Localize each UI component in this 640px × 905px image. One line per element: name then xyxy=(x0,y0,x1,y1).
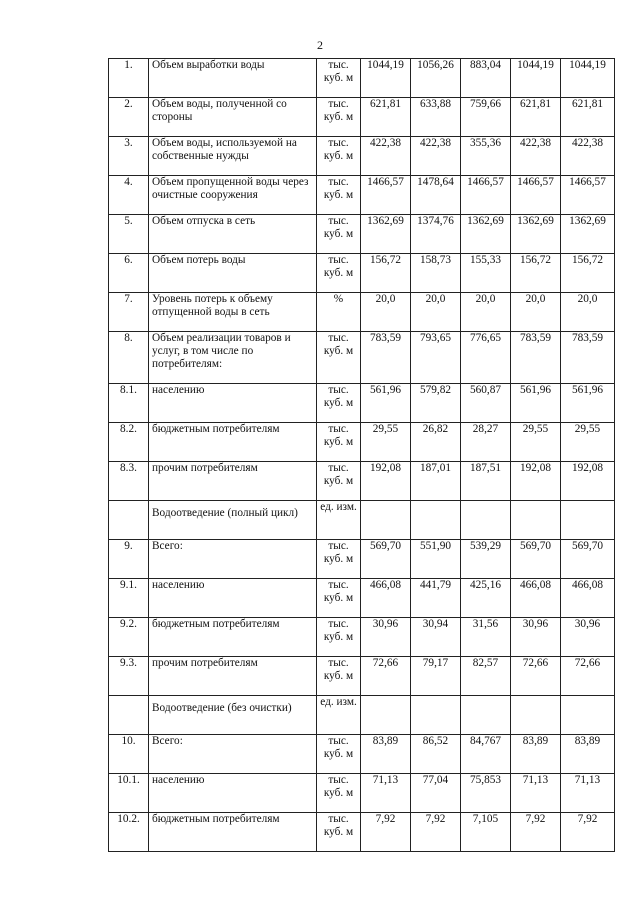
row-unit: тыс. куб. м xyxy=(317,215,361,254)
row-value: 29,55 xyxy=(511,423,561,462)
row-value: 77,04 xyxy=(411,774,461,813)
row-value xyxy=(411,501,461,540)
row-name: Объем отпуска в сеть xyxy=(149,215,317,254)
row-value: 72,66 xyxy=(511,657,561,696)
row-value: 72,66 xyxy=(361,657,411,696)
row-value: 30,96 xyxy=(361,618,411,657)
row-value: 20,0 xyxy=(461,293,511,332)
row-value: 1362,69 xyxy=(511,215,561,254)
row-value xyxy=(511,696,561,735)
row-value: 30,94 xyxy=(411,618,461,657)
row-value: 569,70 xyxy=(361,540,411,579)
row-value: 1478,64 xyxy=(411,176,461,215)
row-number: 10.1. xyxy=(109,774,149,813)
row-value: 1466,57 xyxy=(511,176,561,215)
row-name: Объем воды, используемой на собственные нужды xyxy=(149,137,317,176)
row-unit: ед. изм. xyxy=(317,696,361,735)
row-value: 187,51 xyxy=(461,462,511,501)
row-value: 422,38 xyxy=(561,137,615,176)
row-number: 2. xyxy=(109,98,149,137)
row-name: бюджетным потребителям xyxy=(149,618,317,657)
row-value: 71,13 xyxy=(511,774,561,813)
row-value: 793,65 xyxy=(411,332,461,384)
row-value: 20,0 xyxy=(361,293,411,332)
row-value: 192,08 xyxy=(361,462,411,501)
row-unit: % xyxy=(317,293,361,332)
row-value: 466,08 xyxy=(561,579,615,618)
row-unit: тыс. куб. м xyxy=(317,735,361,774)
row-value: 621,81 xyxy=(561,98,615,137)
row-value xyxy=(561,696,615,735)
row-value: 1044,19 xyxy=(511,59,561,98)
row-number: 9.1. xyxy=(109,579,149,618)
table-row xyxy=(109,657,615,696)
row-value: 783,59 xyxy=(511,332,561,384)
row-value: 29,55 xyxy=(561,423,615,462)
row-number xyxy=(109,696,149,735)
row-value: 1056,26 xyxy=(411,59,461,98)
row-value: 7,92 xyxy=(511,813,561,852)
row-value: 72,66 xyxy=(561,657,615,696)
row-value: 20,0 xyxy=(511,293,561,332)
row-value: 621,81 xyxy=(511,98,561,137)
table-row xyxy=(109,618,615,657)
table-row xyxy=(109,176,615,215)
row-value xyxy=(561,501,615,540)
row-value: 783,59 xyxy=(361,332,411,384)
row-unit: тыс. куб. м xyxy=(317,579,361,618)
row-value: 422,38 xyxy=(361,137,411,176)
row-value: 20,0 xyxy=(561,293,615,332)
table-row xyxy=(109,423,615,462)
row-value xyxy=(461,501,511,540)
row-value: 551,90 xyxy=(411,540,461,579)
row-value: 466,08 xyxy=(511,579,561,618)
table-row xyxy=(109,293,615,332)
row-unit: тыс. куб. м xyxy=(317,774,361,813)
row-unit: тыс. куб. м xyxy=(317,384,361,423)
row-unit: тыс. куб. м xyxy=(317,332,361,384)
row-name: Всего: xyxy=(149,735,317,774)
row-value: 83,89 xyxy=(511,735,561,774)
row-value: 569,70 xyxy=(561,540,615,579)
row-value: 7,105 xyxy=(461,813,511,852)
row-number: 9.3. xyxy=(109,657,149,696)
row-unit: тыс. куб. м xyxy=(317,176,361,215)
row-name: Объем потерь воды xyxy=(149,254,317,293)
row-name: населению xyxy=(149,579,317,618)
row-name: Объем воды, полученной со стороны xyxy=(149,98,317,137)
row-value: 569,70 xyxy=(511,540,561,579)
row-unit: тыс. куб. м xyxy=(317,59,361,98)
table-row xyxy=(109,579,615,618)
row-value: 1362,69 xyxy=(561,215,615,254)
row-value: 156,72 xyxy=(561,254,615,293)
row-number: 8.1. xyxy=(109,384,149,423)
row-value: 187,01 xyxy=(411,462,461,501)
row-value: 20,0 xyxy=(411,293,461,332)
table-row xyxy=(109,774,615,813)
table-row xyxy=(109,98,615,137)
row-unit: тыс. куб. м xyxy=(317,254,361,293)
row-value: 156,72 xyxy=(511,254,561,293)
table-row xyxy=(109,254,615,293)
row-value: 83,89 xyxy=(361,735,411,774)
row-number: 7. xyxy=(109,293,149,332)
row-unit: тыс. куб. м xyxy=(317,540,361,579)
row-name: Объем выработки воды xyxy=(149,59,317,98)
row-value xyxy=(361,696,411,735)
row-number: 10. xyxy=(109,735,149,774)
row-value: 1044,19 xyxy=(561,59,615,98)
row-number: 5. xyxy=(109,215,149,254)
table-row xyxy=(109,735,615,774)
row-value: 1466,57 xyxy=(361,176,411,215)
row-unit: тыс. куб. м xyxy=(317,462,361,501)
row-value: 156,72 xyxy=(361,254,411,293)
row-value: 79,17 xyxy=(411,657,461,696)
table-body xyxy=(109,59,615,852)
row-value xyxy=(411,696,461,735)
row-value: 1466,57 xyxy=(461,176,511,215)
row-value xyxy=(361,501,411,540)
row-name: населению xyxy=(149,774,317,813)
row-unit: тыс. куб. м xyxy=(317,137,361,176)
row-name: Уровень потерь к объему отпущенной воды в сеть xyxy=(149,293,317,332)
row-value: 71,13 xyxy=(361,774,411,813)
row-number: 9.2. xyxy=(109,618,149,657)
row-value xyxy=(511,501,561,540)
row-value: 1362,69 xyxy=(361,215,411,254)
row-value: 1466,57 xyxy=(561,176,615,215)
row-value: 539,29 xyxy=(461,540,511,579)
row-value: 29,55 xyxy=(361,423,411,462)
row-value: 31,56 xyxy=(461,618,511,657)
row-value: 84,767 xyxy=(461,735,511,774)
row-value: 633,88 xyxy=(411,98,461,137)
row-value: 759,66 xyxy=(461,98,511,137)
row-value: 83,89 xyxy=(561,735,615,774)
row-value: 192,08 xyxy=(561,462,615,501)
row-value: 561,96 xyxy=(361,384,411,423)
row-unit: ед. изм. xyxy=(317,501,361,540)
section-row xyxy=(109,696,615,735)
row-value: 441,79 xyxy=(411,579,461,618)
row-value: 561,96 xyxy=(561,384,615,423)
table-row xyxy=(109,137,615,176)
row-value: 425,16 xyxy=(461,579,511,618)
row-number: 10.2. xyxy=(109,813,149,852)
page-number: 2 xyxy=(317,38,323,52)
section-title: Водоотведение (без очистки) xyxy=(149,696,317,735)
table-row xyxy=(109,813,615,852)
row-name: бюджетным потребителям xyxy=(149,813,317,852)
section-title: Водоотведение (полный цикл) xyxy=(149,501,317,540)
row-value: 28,27 xyxy=(461,423,511,462)
row-number: 9. xyxy=(109,540,149,579)
row-number: 6. xyxy=(109,254,149,293)
row-number: 4. xyxy=(109,176,149,215)
row-name: прочим потребителям xyxy=(149,657,317,696)
row-name: прочим потребителям xyxy=(149,462,317,501)
row-value: 355,36 xyxy=(461,137,511,176)
row-number: 8.2. xyxy=(109,423,149,462)
row-number: 8. xyxy=(109,332,149,384)
row-number: 8.3. xyxy=(109,462,149,501)
row-value: 422,38 xyxy=(411,137,461,176)
table-row xyxy=(109,462,615,501)
row-value: 86,52 xyxy=(411,735,461,774)
row-value: 783,59 xyxy=(561,332,615,384)
row-value: 155,33 xyxy=(461,254,511,293)
row-unit: тыс. куб. м xyxy=(317,423,361,462)
row-value: 30,96 xyxy=(511,618,561,657)
row-value: 82,57 xyxy=(461,657,511,696)
row-value: 30,96 xyxy=(561,618,615,657)
row-name: населению xyxy=(149,384,317,423)
table-row xyxy=(109,332,615,384)
row-value: 26,82 xyxy=(411,423,461,462)
row-number xyxy=(109,501,149,540)
row-value: 560,87 xyxy=(461,384,511,423)
row-value: 192,08 xyxy=(511,462,561,501)
section-row xyxy=(109,501,615,540)
table-row xyxy=(109,215,615,254)
row-value: 422,38 xyxy=(511,137,561,176)
row-name: Всего: xyxy=(149,540,317,579)
row-value: 7,92 xyxy=(361,813,411,852)
row-value: 7,92 xyxy=(411,813,461,852)
row-value: 579,82 xyxy=(411,384,461,423)
row-value xyxy=(461,696,511,735)
row-value: 1362,69 xyxy=(461,215,511,254)
row-value: 71,13 xyxy=(561,774,615,813)
row-value: 158,73 xyxy=(411,254,461,293)
row-unit: тыс. куб. м xyxy=(317,813,361,852)
row-value: 1374,76 xyxy=(411,215,461,254)
row-value: 75,853 xyxy=(461,774,511,813)
row-value: 1044,19 xyxy=(361,59,411,98)
row-unit: тыс. куб. м xyxy=(317,618,361,657)
row-name: бюджетным потребителям xyxy=(149,423,317,462)
table-row xyxy=(109,540,615,579)
table-row xyxy=(109,384,615,423)
row-unit: тыс. куб. м xyxy=(317,657,361,696)
row-value: 561,96 xyxy=(511,384,561,423)
row-value: 621,81 xyxy=(361,98,411,137)
row-value: 466,08 xyxy=(361,579,411,618)
row-value: 883,04 xyxy=(461,59,511,98)
row-number: 1. xyxy=(109,59,149,98)
row-name: Объем пропущенной воды через очистные сооружения xyxy=(149,176,317,215)
row-value: 776,65 xyxy=(461,332,511,384)
row-name: Объем реализации товаров и услуг, в том числе по потребителям: xyxy=(149,332,317,384)
row-unit: тыс. куб. м xyxy=(317,98,361,137)
row-number: 3. xyxy=(109,137,149,176)
indicators-table xyxy=(108,58,615,852)
row-value: 7,92 xyxy=(561,813,615,852)
table-row xyxy=(109,59,615,98)
